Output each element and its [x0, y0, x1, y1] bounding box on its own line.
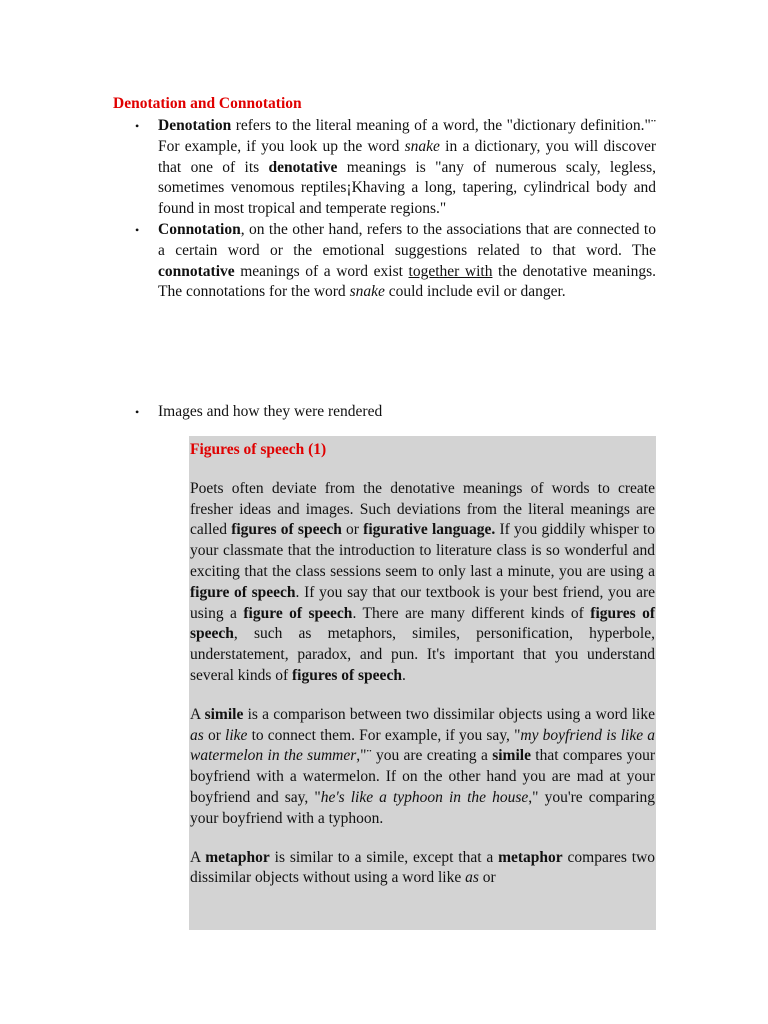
connotation-text-2: meanings of a word exist: [234, 262, 409, 280]
connotation-text-3: the denotative meanings. The connotations for the word: [158, 262, 656, 301]
snake-word: snake: [404, 137, 440, 155]
figures-of-speech-box: [189, 436, 656, 930]
p2-text-5: ,"¨ you are creating a: [356, 747, 493, 765]
p2-italic-1: as: [190, 726, 204, 744]
p2-bold-2: simile: [492, 747, 531, 765]
p3-text-2: is similar to a simile, except that a: [269, 848, 499, 866]
images-bullet: • Images and how they were rendered: [158, 402, 382, 423]
p2-bold-1: simile: [204, 705, 244, 723]
p2-text-1: A: [190, 705, 205, 723]
p1-bold-4: figure of speech: [243, 604, 353, 622]
connotation-item: [158, 220, 656, 303]
box-content: [190, 440, 655, 907]
paragraph-figures: [190, 479, 655, 687]
p1-text-2: or: [341, 521, 364, 539]
p2-italic-3: my boyfriend is like a watermelon in the summer: [190, 726, 655, 765]
p2-text-2: is a comparison between two dissimilar objects using a word like: [243, 705, 655, 723]
p1-bold-5: figures of speech: [190, 604, 655, 643]
p3-text-3: compares two dissimilar objects without using a word like: [190, 848, 656, 887]
connotation-term: Connotation: [158, 220, 241, 238]
paragraph-simile: [190, 705, 655, 830]
p2-text-7: ," you're comparing your boyfriend with a typhoon.: [190, 788, 655, 827]
denotative-word: denotative: [268, 158, 338, 176]
p2-italic-4: he's like a typhoon in the house: [320, 788, 529, 806]
p2-italic-2: like: [225, 726, 248, 744]
section-heading: Denotation and Connotation: [113, 95, 302, 112]
denotation-text-2: in a dictionary, you will discover that one of its: [158, 137, 656, 176]
p1-text-1: Poets often deviate from the denotative meanings of words to create fresher ideas and images. Such deviations from the literal meanings are called: [190, 479, 655, 539]
p3-italic-1: as: [465, 869, 479, 887]
connotation-text-4: could include evil or danger.: [384, 283, 566, 301]
p3-bold-1: metaphor: [205, 848, 270, 866]
p2-text-6: that compares your boyfriend with a watermelon. If on the other hand you are mad at your boyfriend and say, ": [190, 747, 655, 806]
p1-bold-1: figures of speech: [231, 521, 342, 539]
p1-text-6: , such as metaphors, similes, personification, hyperbole, understatement, paradox, and pun. It's important that you understand several kinds of: [190, 625, 655, 684]
p3-text-4: or: [478, 869, 496, 887]
denotation-term: Denotation: [158, 117, 232, 134]
p1-bold-3: figure of speech: [190, 583, 296, 601]
p2-text-3: or: [203, 726, 226, 744]
p1-text-5: . There are many different kinds of: [352, 604, 591, 622]
paragraph-metaphor: [190, 848, 655, 890]
definition-list: [158, 116, 656, 303]
connotative-word: connotative: [158, 262, 235, 280]
p2-text-4: to connect them. For example, if you say, ": [247, 726, 521, 744]
p1-text-7: .: [401, 666, 406, 684]
p1-text-4: . If you say that our textbook is your best friend, you are using a: [190, 583, 655, 622]
denotation-text-1: refers to the literal meaning of a word, the "dictionary definition."¨ For example, if you look up the word: [158, 117, 656, 155]
together-with-text: together with: [408, 262, 493, 280]
p3-bold-2: metaphor: [498, 848, 563, 866]
p1-text-3: If you giddily whisper to your classmate that the introduction to literature class is so wonderful and exciting that the class sessions seem to only last a minute, you are using a: [190, 521, 655, 580]
denotation-text-3: meanings is "any of numerous scaly, legless, sometimes venomous reptiles¡Khaving a long, tapering, cylindrical body and found in most tropical and temperate regions.": [158, 158, 656, 218]
denotation-item: [158, 116, 656, 220]
p3-text-1: A: [190, 848, 206, 866]
p1-bold-2: figurative language.: [363, 521, 496, 539]
box-title: Figures of speech (1): [190, 441, 327, 458]
p1-bold-6: figures of speech: [292, 666, 402, 684]
snake-word: snake: [349, 283, 385, 301]
connotation-text-1: , on the other hand, refers to the associations that are connected to a certain word or the emotional suggestions related to that word. The: [158, 220, 656, 259]
